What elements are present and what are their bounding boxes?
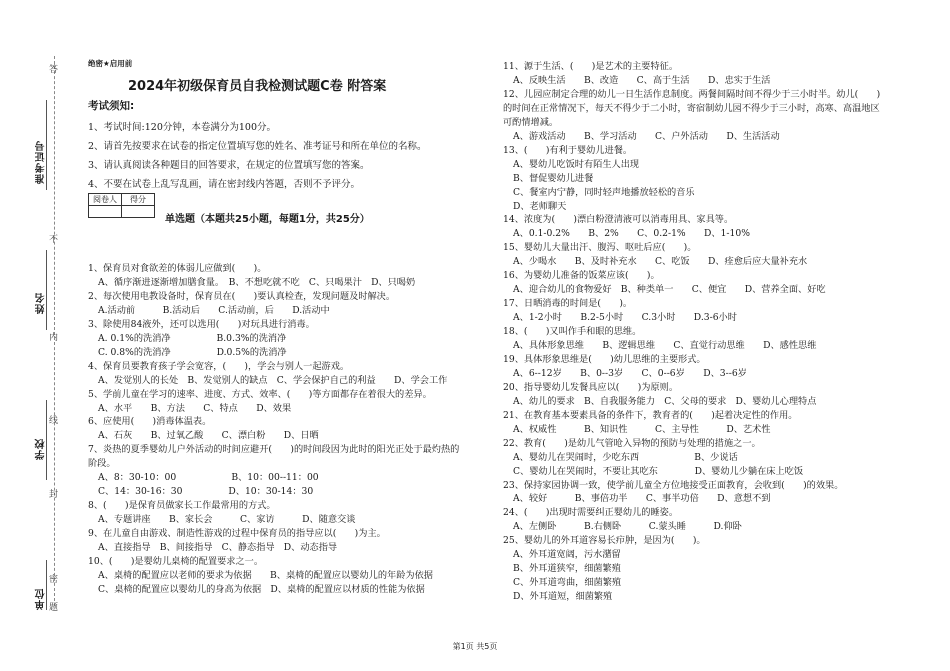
- question-option: A、8：30-10：00 B、10：00--11：00: [98, 472, 319, 484]
- question-text: 7、炎热的夏季婴幼儿户外活动的时间应避开( )的时间段因为此时的阳光正处于最灼热的: [88, 444, 460, 456]
- question-text: 3、除使用84液外，还可以选用( )对玩具进行消毒。: [88, 318, 315, 330]
- question-option: C、14：30-16：30 D、10：30-14：30: [98, 486, 314, 498]
- question-text: 24、( )出现时需要纠正婴幼儿的睡姿。: [503, 507, 679, 519]
- question-option: A、水平 B、方法 C、特点 D、效果: [98, 402, 292, 414]
- binding-label-name: 姓名: [36, 292, 47, 314]
- question-text: 8、( )是保育员做家长工作最常用的方式。: [88, 500, 276, 512]
- question-text: 4、保育员要教育孩子学会宽容，( )，学会与别人一起游戏。: [88, 360, 350, 372]
- score-table-grader: 阅卷人: [89, 194, 122, 206]
- question-text: 18、( )又叫作手和眼的思维。: [503, 326, 642, 338]
- question-text: 15、婴幼儿大量出汗、腹泻、呕吐后应( )。: [503, 242, 697, 254]
- question-option: A、反映生活 B、改造 C、高于生活 D、忠实于生活: [513, 74, 771, 86]
- question-option: A、6--12岁 B、0--3岁 C、0--6岁 D、3--6岁: [513, 367, 747, 379]
- page-footer: 第1页 共5页: [452, 642, 498, 651]
- page-title: 2024年初级保育员自我检测试题C卷 附答案: [128, 79, 387, 94]
- binding-char: 题: [49, 603, 59, 613]
- binding-char: 不: [49, 235, 59, 245]
- binding-field-line: [46, 560, 47, 610]
- question-text: 5、学前儿童在学习的速率、进度、方式、效率、( )等方面都存在着很大的差异。: [88, 388, 432, 400]
- question-option: A、专题讲座 B、家长会 C、家访 D、随意交谈: [98, 514, 356, 526]
- question-text: 16、为婴幼儿准备的饭菜应该( )。: [503, 270, 660, 282]
- binding-char: 内: [49, 333, 59, 343]
- score-table: [88, 193, 155, 218]
- question-text: 19、具体形象思维是( )幼儿思维的主要形式。: [503, 353, 706, 365]
- question-option: A、桌椅的配置应以老师的要求为依据 B、桌椅的配置应以婴幼儿的年龄为依据: [98, 569, 433, 581]
- question-option: A.活动前 B.活动后 C.活动前，后 D.活动中: [98, 304, 330, 316]
- question-text: 17、日晒消毒的时间是( )。: [503, 298, 633, 310]
- question-text: 9、在儿童自由游戏、制造性游戏的过程中保育员的指导应以( )为主。: [88, 528, 386, 540]
- section-title: 单选题（本题共25小题，每题1分，共25分）: [165, 214, 370, 225]
- question-option: C、婴幼儿在哭闹时，不要让其吃东 D、婴幼儿少躺在床上吃饭: [513, 465, 804, 477]
- question-text: 11、源于生活、( )是艺术的主要特征。: [503, 61, 679, 72]
- binding-char: 封: [49, 490, 59, 500]
- question-option: C、餐室内宁静，同时轻声地播放轻松的音乐: [513, 186, 695, 198]
- notice-title: 考试须知:: [88, 100, 135, 112]
- question-option: A、外耳道宽阔，污水潴留: [513, 549, 621, 561]
- question-option: A、婴幼儿吃饭时有陌生人出现: [513, 158, 640, 170]
- binding-field-line: [46, 250, 47, 330]
- question-text: 14、浓度为( )漂白粉澄清液可以消毒用具、家具等。: [503, 214, 734, 226]
- question-text: 可酌情增减。: [503, 116, 559, 128]
- notice-item: 3、请认真阅读各种题目的回答要求，在规定的位置填写您的答案。: [88, 160, 370, 171]
- secret-mark: 绝密★启用前: [88, 59, 133, 68]
- binding-char: 线: [49, 416, 59, 426]
- score-table-cell[interactable]: [89, 206, 122, 218]
- question-option: A、石灰 B、过氧乙酸 C、漂白粉 D、日晒: [98, 430, 319, 442]
- notice-item: 2、请首先按要求在试卷的指定位置填写您的姓名、准考证号和所在单位的名称。: [88, 141, 427, 152]
- question-option: D、外耳道短，细菌繁殖: [513, 591, 613, 603]
- question-option: A、具体形象思维 B、逻辑思维 C、直觉行动思维 D、感性思维: [513, 340, 817, 351]
- question-option: A、1-2小时 B.2-5小时 C.3小时 D.3-6小时: [513, 312, 737, 324]
- question-option: C、外耳道弯曲，细菌繁殖: [513, 577, 622, 589]
- question-option: A、少喝水 B、及时补充水 C、吃饭 D、痊愈后应大量补充水: [513, 256, 808, 268]
- question-text: 的时间在正常情况下，每天不得少于二小时，寄宿制幼儿园不得少于三小时，高寒、高温地区: [503, 102, 880, 114]
- binding-label-unit: 单位: [36, 588, 47, 610]
- question-option: A、婴幼儿在哭闹时，少吃东西 B、少说话: [513, 451, 738, 463]
- question-text: 6、应使用( )消毒体温表。: [88, 416, 212, 428]
- question-text: 2、每次使用电教设备时，保育员在( )要认真检查，发现问题及时解决。: [88, 290, 396, 302]
- question-option: C、桌椅的配置应以婴幼儿的身高为依据 D、桌椅的配置应以材质的性能为依据: [98, 583, 425, 595]
- question-option: A、权威性 B、知识性 C、主导性 D、艺术性: [513, 423, 771, 435]
- question-text: 20、指导婴幼儿发餐具应以( )为原则。: [503, 381, 679, 393]
- question-text: 25、婴幼儿的外耳道容易长疖肿，是因为( )。: [503, 535, 706, 547]
- notice-item: 4、不要在试卷上乱写乱画，请在密封线内答题，否则不予评分。: [88, 179, 361, 190]
- binding-label-school: 学校: [36, 438, 47, 460]
- binding-field-line: [46, 100, 47, 190]
- question-text: 22、教育( )是幼儿气管呛入异物的预防与处理的措施之一。: [503, 437, 761, 449]
- notice-item: 1、考试时间:120分钟，本卷满分为100分。: [88, 122, 277, 133]
- question-option: C. 0.8%的洗消净 D.0.5%的洗消净: [98, 346, 287, 358]
- question-option: A、0.1-0.2% B、2% C、0.2-1% D、1-10%: [513, 228, 750, 240]
- question-option: A、发觉别人的长处 B、发觉别人的缺点 C、学会保护自己的利益 D、学会工作: [98, 374, 448, 386]
- binding-char: 密: [49, 575, 59, 585]
- question-text: 10、( )是婴幼儿桌椅的配置要求之一。: [88, 555, 264, 567]
- question-option: A、迎合幼儿的食物爱好 B、种类单一 C、便宜 D、营养全面、好吃: [513, 284, 826, 296]
- question-option: B、督促婴幼儿进餐: [513, 172, 594, 184]
- question-option: A. 0.1%的洗消净 B.0.3%的洗消净: [98, 332, 287, 344]
- question-option: A、循序渐进逐渐增加膳食量。 B、不想吃就不吃 C、只喝果汁 D、只喝奶: [98, 276, 416, 288]
- question-option: D、老师聊天: [513, 200, 567, 212]
- question-option: A、游戏活动 B、学习活动 C、户外活动 D、生活活动: [513, 130, 780, 142]
- binding-char: 答: [49, 65, 59, 75]
- score-table-cell[interactable]: [122, 206, 155, 218]
- question-text: 23、保持家园协调一致，使学前儿童全方位地接受正面教育，会收到( )的效果。: [503, 479, 844, 491]
- question-option: B、外耳道狭窄，细菌繁殖: [513, 563, 621, 575]
- score-table-score: 得分: [122, 194, 155, 206]
- question-option: A、左侧卧 B.右侧卧 C.蒙头睡 D.仰卧: [513, 521, 742, 533]
- binding-label-exam-number: 准考证号: [36, 140, 47, 184]
- question-text: 13、( )有利于婴幼儿进餐。: [503, 144, 633, 156]
- question-option: A、较好 B、事倍功半 C、事半功倍 D、意想不到: [513, 493, 771, 505]
- binding-field-line: [46, 400, 47, 480]
- question-text: 21、在教育基本要素具备的条件下，教育者的( )起着决定性的作用。: [503, 409, 798, 421]
- question-text: 12、儿园应制定合理的幼儿一日生活作息制度。两餐间隔时间不得少于三小时半。幼儿( ): [503, 88, 881, 100]
- question-option: A、幼儿的要求 B、自我服务能力 C、父母的要求 D、婴幼儿心理特点: [513, 395, 817, 407]
- question-text: 1、保育员对食欲差的体弱儿应做到( )。: [88, 263, 267, 274]
- question-text: 阶段。: [88, 458, 116, 470]
- question-option: A、直接指导 B、间接指导 C、静态指导 D、动态指导: [98, 542, 338, 553]
